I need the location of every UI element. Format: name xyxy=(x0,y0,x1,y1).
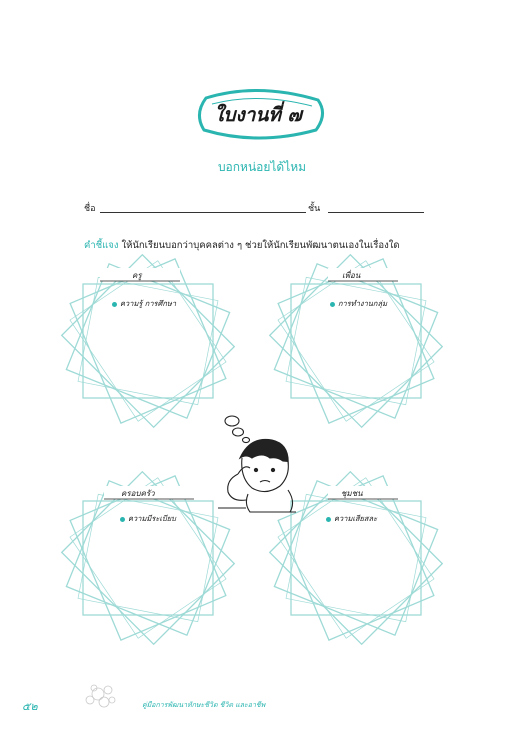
bullet-dot-icon xyxy=(330,302,335,307)
frame-label-community: ชุมชน xyxy=(341,489,363,498)
frame-label-family: ครอบครัว xyxy=(121,489,155,498)
bullet-text-community: ความเสียสละ xyxy=(334,514,378,523)
footer-book-title: คู่มือการพัฒนาทักษะชีวิต ชีวิต และอาชีพ xyxy=(142,701,266,709)
label-box-friend xyxy=(328,268,398,281)
instruction-text: ให้นักเรียนบอกว่าบุคคลต่าง ๆ ช่วยให้นักเรียนพัฒนาตนเองในเรื่องใด xyxy=(121,240,400,251)
footer-flower-ornament xyxy=(86,685,115,707)
class-line[interactable] xyxy=(328,212,424,213)
frame-label-friend: เพื่อน xyxy=(342,271,361,280)
bullet-dot-icon xyxy=(112,302,117,307)
bullet-dot-icon xyxy=(120,517,125,522)
bullet-item-teacher xyxy=(112,298,176,310)
name-label: ชื่อ xyxy=(84,204,96,214)
worksheet-subtitle: บอกหน่อยได้ไหม xyxy=(217,160,307,174)
bullet-text-friend: การทำงานกลุ่ม xyxy=(338,299,388,308)
name-line[interactable] xyxy=(100,212,306,213)
bullet-item-family xyxy=(120,513,176,525)
instruction-lead: คำชี้แจง xyxy=(84,240,119,251)
bullet-text-teacher: ความรู้ การศึกษา xyxy=(120,299,177,308)
bullet-dot-icon xyxy=(326,517,331,522)
instruction-line xyxy=(84,238,484,253)
frame-label-teacher: ครู xyxy=(132,271,142,280)
worksheet-title: ใบงานที่ ๗ xyxy=(214,104,302,126)
label-box-community xyxy=(328,486,398,499)
bullet-item-friend xyxy=(330,298,387,310)
thinking-boy-illustration xyxy=(218,416,296,512)
title-frame xyxy=(196,92,320,138)
bullet-text-family: ความมีระเบียบ xyxy=(128,514,176,523)
bullet-item-community xyxy=(326,513,377,525)
page-number: ๕๒ xyxy=(22,700,38,713)
class-label: ชั้น xyxy=(308,204,321,214)
